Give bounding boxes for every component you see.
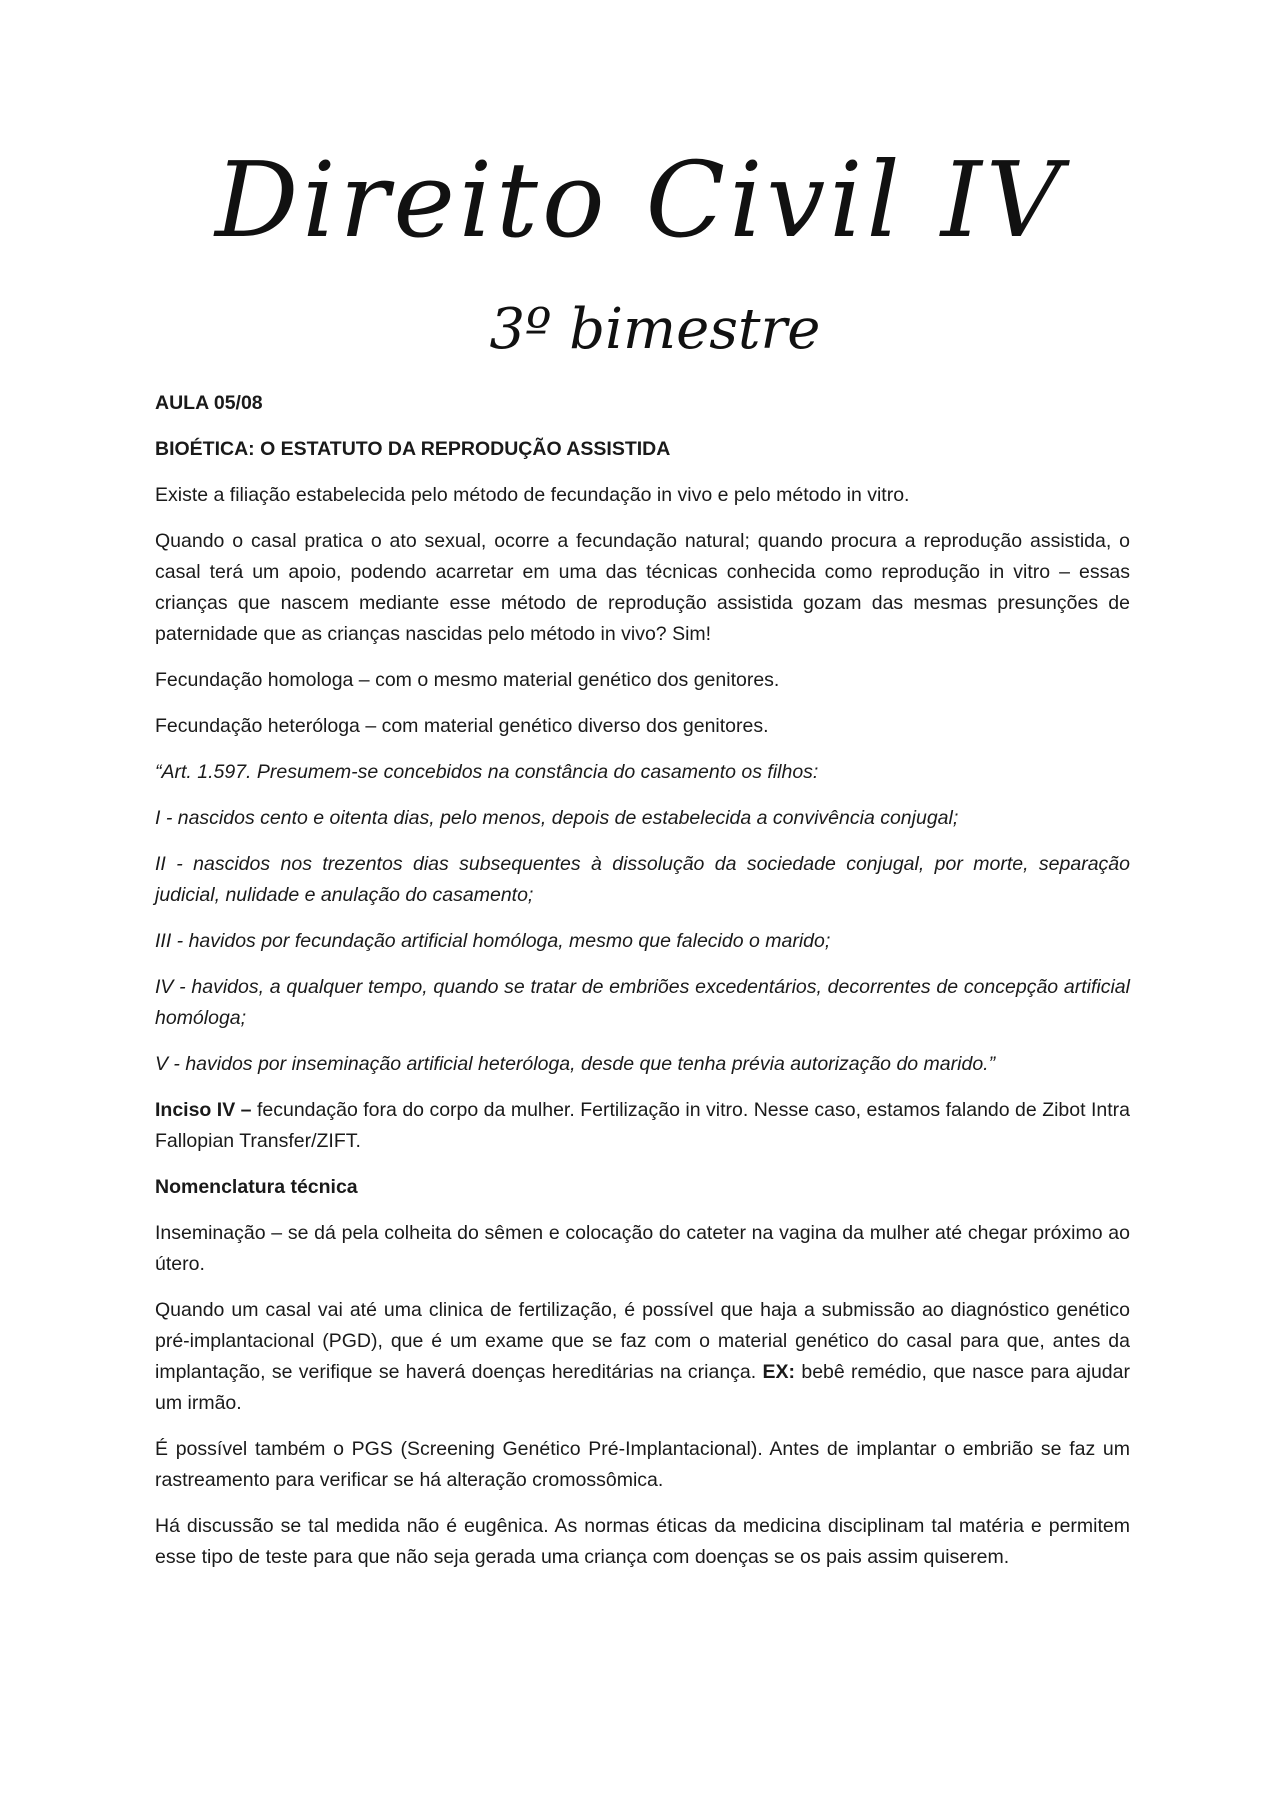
paragraph: Inseminação – se dá pela colheita do sêmen e colocação do cateter na vagina da mulher até chegar próximo ao útero. bbox=[155, 1222, 1130, 1275]
paragraph: Existe a filiação estabelecida pelo método de fecundação in vivo e pelo método in vitro. bbox=[155, 484, 910, 506]
article-item: I - nascidos cento e oitenta dias, pelo menos, depois de estabelecida a convivência conjugal; bbox=[155, 807, 959, 829]
section-heading: BIOÉTICA: O ESTATUTO DA REPRODUÇÃO ASSISTIDA bbox=[155, 438, 671, 460]
paragraph-text: Quando um casal vai até uma clinica de fertilização, é possível que haja a submissão ao diagnóstico genético pré-implantacional (PGD), que é um exame que se faz com o material genético do casal para que, antes da implantação, se verifique se haverá doenças hereditárias na criança. bbox=[155, 1299, 1130, 1383]
paragraph-with-example bbox=[155, 1295, 1130, 1419]
example-label: EX: bbox=[762, 1361, 796, 1383]
page-title: Direito Civil IV bbox=[215, 139, 1065, 261]
paragraph: Há discussão se tal medida não é eugênica. As normas éticas da medicina disciplinam tal matéria e permitem esse tipo de teste para que não seja gerada uma criança com doenças se os pais assim quiserem. bbox=[155, 1515, 1130, 1568]
inciso-text: fecundação fora do corpo da mulher. Fertilização in vitro. Nesse caso, estamos falando de Zibot Intra Fallopian Transfer/ZIFT. bbox=[155, 1099, 1131, 1152]
paragraph: Fecundação homologa – com o mesmo material genético dos genitores. bbox=[155, 669, 780, 691]
page-subtitle: 3º bimestre bbox=[489, 297, 821, 362]
document-header bbox=[0, 130, 1280, 370]
paragraph: É possível também o PGS (Screening Genético Pré-Implantacional). Antes de implantar o embrião se faz um rastreamento para verificar se há alteração cromossômica. bbox=[155, 1438, 1130, 1491]
article-intro: “Art. 1.597. Presumem-se concebidos na constância do casamento os filhos: bbox=[155, 761, 819, 783]
inciso-label: Inciso IV – bbox=[155, 1099, 252, 1121]
paragraph: Quando o casal pratica o ato sexual, ocorre a fecundação natural; quando procura a reprodução assistida, o casal terá um apoio, podendo acarretar em uma das técnicas conhecida como reprodução in vitro – essas crianças que nascem mediante esse método de reprodução assistida gozam das mesmas presunções de paternidade que as crianças nascidas pelo método in vivo? Sim! bbox=[155, 530, 1130, 645]
subsection-heading: Nomenclatura técnica bbox=[155, 1176, 358, 1198]
example-text: bebê remédio, que nasce para ajudar um irmão. bbox=[155, 1361, 1130, 1414]
article-item: IV - havidos, a qualquer tempo, quando se tratar de embriões excedentários, decorrentes de concepção artificial homóloga; bbox=[155, 976, 1130, 1029]
article-item: III - havidos por fecundação artificial homóloga, mesmo que falecido o marido; bbox=[155, 930, 831, 952]
article-item: II - nascidos nos trezentos dias subsequentes à dissolução da sociedade conjugal, por morte, separação judicial, nulidade e anulação do casamento; bbox=[155, 853, 1130, 906]
inciso-paragraph bbox=[155, 1095, 1130, 1157]
lesson-date: AULA 05/08 bbox=[155, 392, 263, 414]
document-body bbox=[155, 388, 1130, 1588]
paragraph: Fecundação heteróloga – com material genético diverso dos genitores. bbox=[155, 715, 769, 737]
article-item: V - havidos por inseminação artificial heteróloga, desde que tenha prévia autorização do marido.” bbox=[155, 1053, 996, 1075]
